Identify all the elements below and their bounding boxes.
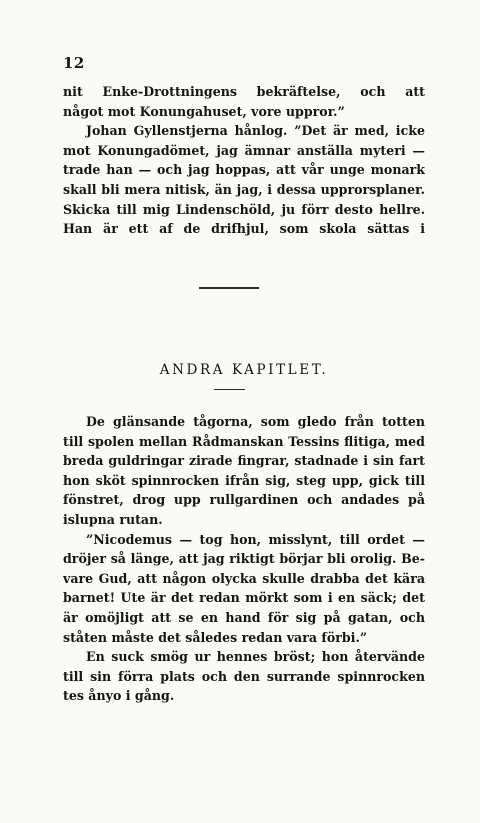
text-line: skall bli mera nitisk, än jag, i dessa upprorsplaner. <box>63 181 425 197</box>
text-line: är omöjligt att se en hand för sig på gatan, och <box>63 609 425 625</box>
text-line: islupna rutan. <box>63 511 163 527</box>
text-line: till spolen mellan Rådmanskan Tessins flitiga, med <box>63 433 425 449</box>
text-line: något mot Konungahuset, vore uppror.” <box>63 103 345 119</box>
section-divider <box>199 287 259 289</box>
chapter-title-underline <box>214 389 245 390</box>
text-line: dröjer så länge, att jag riktigt börjar bli orolig. Be- <box>63 551 425 567</box>
text-line: En suck smög ur hennes bröst; hon återvände <box>86 649 425 665</box>
text-line: breda guldringar zirade fingrar, stadnade i sin fart <box>63 453 425 469</box>
text-line: barnet! Ute är det redan mörkt som i en säck; det <box>63 590 425 606</box>
text-line: hon sköt spinnrocken ifrån sig, steg upp, gick till <box>63 472 425 488</box>
text-line: nit Enke-Drottningens bekräftelse, och att <box>63 84 425 99</box>
text-line: till sin förra plats och den surrande spinnrocken <box>63 668 425 684</box>
text-line: ”Nicodemus — tog hon, misslynt, till ordet — <box>86 531 425 547</box>
page-number: 12 <box>63 54 85 72</box>
text-line: Han är ett af de drifhjul, som skola sättas i <box>63 221 425 237</box>
text-line: mot Konungadömet, jag ämnar anställa myteri — <box>63 142 425 158</box>
text-line: fönstret, drog upp rullgardinen och andades på <box>63 492 425 508</box>
text-line: trade han — och jag hoppas, att vår unge monark <box>63 162 425 178</box>
text-line: vare Gud, att någon olycka skulle drabba det kära <box>63 570 425 586</box>
text-block-chapter <box>63 412 425 706</box>
text-line: De glänsande tågorna, som gledo från totten <box>86 414 425 429</box>
text-block-top <box>63 82 425 239</box>
text-line: ståten måste det således redan vara förbi.” <box>63 629 368 645</box>
text-line: Skicka till mig Lindenschöld, ju förr desto hellre. <box>63 201 425 217</box>
text-line: tes ånyo i gång. <box>63 688 175 704</box>
chapter-title: ANDRA KAPITLET. <box>159 362 329 378</box>
text-line: Johan Gyllenstjerna hånlog. ”Det är med, icke <box>86 123 425 139</box>
